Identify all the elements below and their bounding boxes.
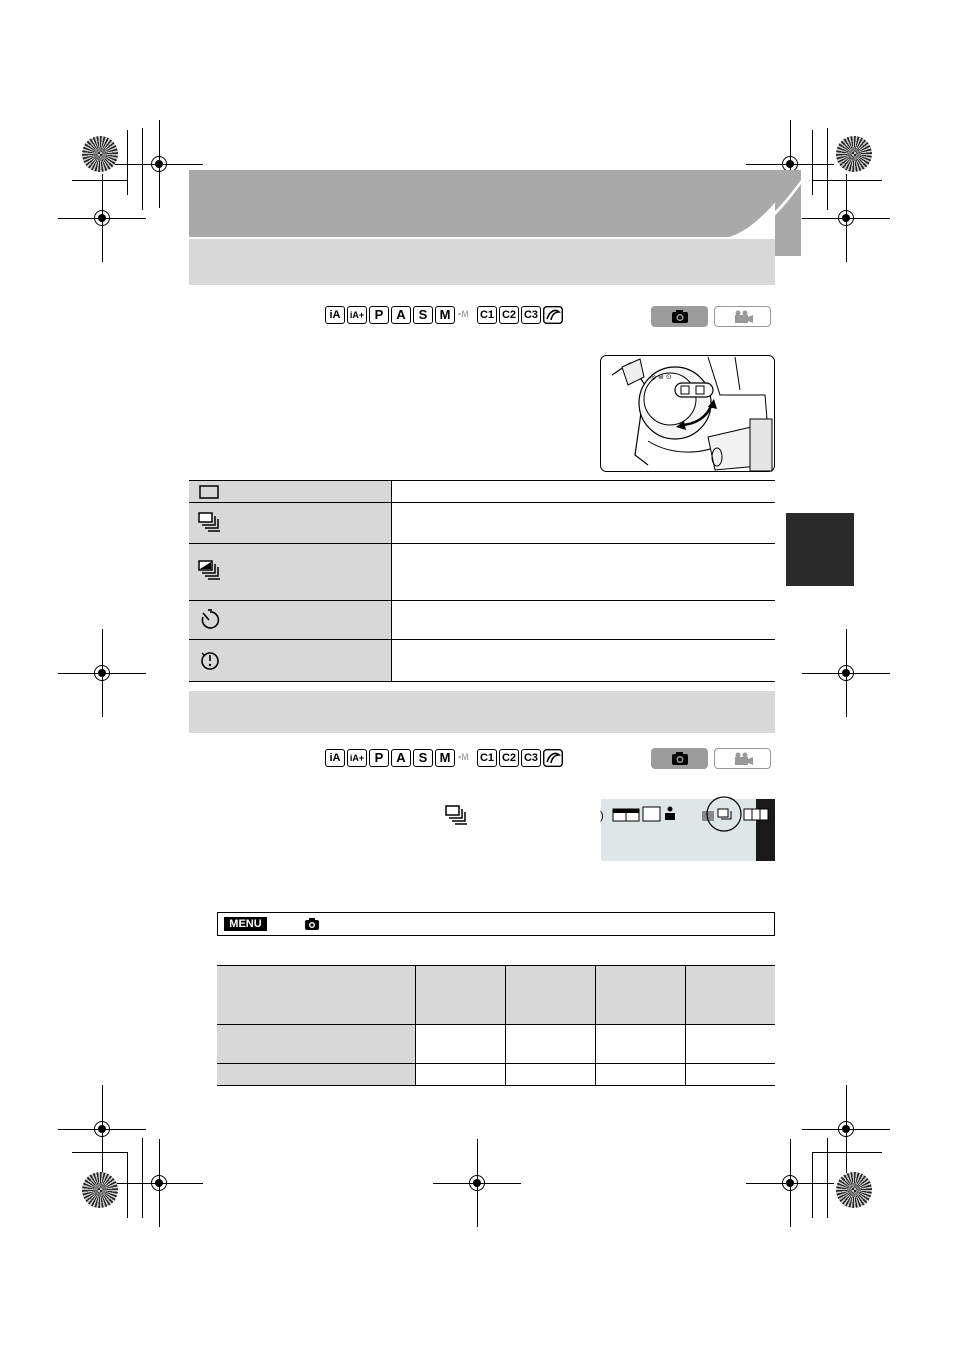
mode-P-icon: P [369,749,389,767]
color-target-icon [836,136,872,172]
svg-text:): ) [600,810,604,822]
crop-line [72,1152,128,1153]
video-camera-icon [715,307,770,326]
crop-line [72,180,128,181]
mode-C1-icon: C1 [477,306,497,324]
burst-icon [445,805,469,827]
lcd-screen-illustration [601,799,775,861]
mode-icons-row [325,749,565,769]
mode-icons-row [325,306,565,326]
table-rule [505,966,506,1086]
section-title-bar [189,239,775,285]
drive-dial-illustration [600,355,775,472]
self-timer-icon [199,609,221,631]
mode-A-icon: A [391,306,411,324]
creative-video-disabled-icon: ▪M [458,752,469,762]
mode-P-icon: P [369,306,389,324]
mode-S-icon: S [413,306,433,324]
crop-line [142,128,143,210]
creative-control-icon [543,749,563,767]
table-rule [685,966,686,1086]
color-target-icon [836,1172,872,1208]
time-lapse-icon [199,650,221,672]
table-rule [415,966,416,1086]
crop-line [812,130,813,195]
table-rule [217,1085,775,1086]
table-header-row [217,966,775,1024]
crop-line [827,1138,828,1218]
svg-text:◎ ⊛ ⊙: ◎ ⊛ ⊙ [650,374,672,381]
table-rule [595,966,596,1086]
mode-C3-icon: C3 [521,749,541,767]
table-row-label [217,1064,415,1085]
table-row-label [217,1025,415,1063]
mode-C2-icon: C2 [499,306,519,324]
creative-control-icon [543,306,563,324]
mode-iA-icon: iA [325,749,345,767]
mode-M-icon: M [435,749,455,767]
crop-line [127,130,128,195]
color-target-icon [82,136,118,172]
mode-iA-icon: iA [325,306,345,324]
section-title-bar [189,691,775,733]
mode-C3-icon: C3 [521,306,541,324]
video-tab [714,306,771,327]
creative-video-disabled-icon: ▪M [458,309,469,319]
chapter-side-tab [786,513,854,586]
mode-iA-plus-icon: iA+ [347,749,367,767]
mode-iA-plus-icon: iA+ [347,306,367,324]
crop-line [812,180,882,181]
camera-icon [651,306,708,327]
photo-tab [651,748,708,769]
color-target-icon [82,1172,118,1208]
crop-line [827,128,828,210]
menu-badge: MENU [224,917,267,931]
mode-A-icon: A [391,749,411,767]
video-tab [714,748,771,769]
burst-icon [198,512,222,534]
photo-tab [651,306,708,327]
camera-icon [651,748,708,769]
mode-M-icon: M [435,306,455,324]
auto-bracket-icon [198,560,222,582]
table-rule [391,480,392,682]
mode-C2-icon: C2 [499,749,519,767]
mode-S-icon: S [413,749,433,767]
single-frame-icon [198,484,222,500]
crop-line [142,1138,143,1218]
table-rule [189,681,775,682]
crop-line [127,1152,128,1218]
mode-C1-icon: C1 [477,749,497,767]
crop-line [812,1152,882,1153]
camera-icon [304,917,320,931]
menu-path-bar [217,912,775,936]
crop-line [812,1152,813,1218]
video-camera-icon [715,749,770,768]
